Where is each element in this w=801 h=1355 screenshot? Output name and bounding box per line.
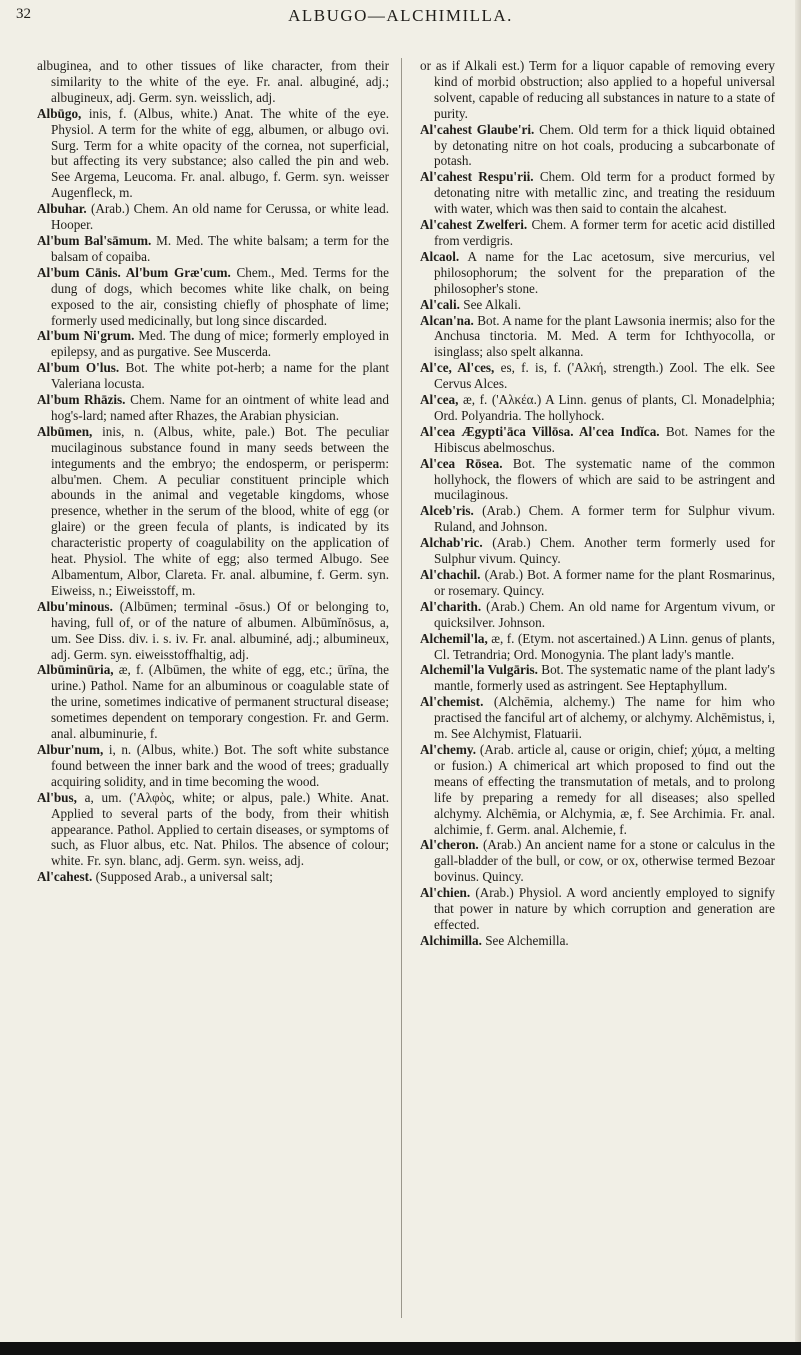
right-column	[420, 58, 775, 949]
dictionary-entry	[37, 58, 389, 106]
entry-definition: (Arab.) Chem. An old name for Argentum vivum, or quicksilver. Johnson.	[434, 598, 776, 630]
dictionary-entry	[37, 424, 389, 599]
entry-definition: Chem. Old term for a thick liquid obtained by detonating nitre on hot coals, producing a subcarbonate of potash.	[434, 121, 775, 169]
entry-headword: Al'cahest Zwelferi.	[420, 217, 528, 233]
dictionary-entry	[420, 535, 775, 567]
entry-definition: æ, f. (Albūmen, the white of egg, etc.; ūrīna, the urine.) Pathol. Name for an albuminous or coagulable state of the urine, sometimes indicative of permanent structural disease; sometimes dependent on temporary congestion. Fr. and Germ. anal. albuminurie, f.	[51, 662, 390, 742]
dictionary-entry	[37, 106, 389, 201]
dictionary-entry	[420, 503, 775, 535]
entry-headword: Al'cahest Glaube'ri.	[420, 121, 535, 137]
dictionary-entry	[420, 456, 775, 504]
entry-definition: (Arab.) An ancient name for a stone or calculus in the gall-bladder of the bull, or cow, or ox, otherwise termed Bezoar bovinus. Quincy.	[434, 837, 776, 885]
entry-headword: Alceb'ris.	[420, 503, 474, 519]
entry-definition: Bot. The white pot-herb; a name for the plant Valeriana locusta.	[51, 360, 390, 392]
dictionary-entry	[420, 360, 775, 392]
dictionary-entry	[37, 742, 389, 790]
dictionary-entry	[420, 217, 775, 249]
entry-headword: Al'bus,	[37, 789, 77, 805]
dictionary-entry	[37, 599, 389, 663]
entry-headword: Alcan'na.	[420, 312, 474, 328]
page-number: 32	[16, 6, 31, 22]
entry-definition: Bot. The systematic name of the common hollyhock, the flowers of which are said to be astringent and mucilaginous.	[434, 455, 775, 503]
entry-definition: (Arab.) Chem. A former term for Sulphur vivum. Ruland, and Johnson.	[434, 503, 776, 535]
entry-headword: Al'bum Cānis. Al'bum Græ'cum.	[37, 264, 231, 280]
entry-definition: (Alchēmia, alchemy.) The name for him who practised the fanciful art of alchemy, or alchymy. Alchēmistus, i, m. See Alchymist, Flatuarii.	[434, 694, 775, 742]
entry-headword: Al'cali.	[420, 296, 460, 312]
dictionary-entry	[420, 392, 775, 424]
entry-headword: Albuhar.	[37, 201, 87, 217]
page-edge	[795, 0, 801, 1355]
entry-headword: Al'bum Ni'grum.	[37, 328, 135, 344]
entry-headword: Al'chemist.	[420, 694, 484, 710]
dictionary-entry	[420, 313, 775, 361]
entry-definition: Bot. A name for the plant Lawsonia inermis; also for the Anchusa tinctoria. M. Med. A term for Ichthyocolla, or isinglass; also spelt alkanna.	[434, 312, 775, 360]
entry-definition: M. Med. The white balsam; a term for the balsam of copaiba.	[51, 232, 389, 264]
column-divider	[401, 58, 402, 1318]
dictionary-entry	[420, 631, 775, 663]
entry-definition: Bot. Names for the Hibiscus abelmoschus.	[434, 423, 775, 455]
entry-definition: a, um. ('Αλφὸς, white; or alpus, pale.) White. Anat. Applied to several parts of the body, from their whitish appearance. Pathol. Applied to certain diseases, or symptoms of such, as Fluor albus, etc. Nat. Philos. The absence of colour; white. Fr. syn. blanc, adj. Germ. syn. weiss, adj.	[51, 789, 389, 869]
entry-definition: Med. The dung of mice; formerly employed in epilepsy, and as purgative. See Muscerda.	[51, 328, 390, 360]
entry-definition: or as if Alkali est.) Term for a liquor capable of removing every kind of morbid obstruction; also applied to a hopeful universal solvent, capable of reducing all substances in nature to a state of purity.	[420, 58, 775, 121]
dictionary-entry	[420, 933, 775, 949]
entry-definition: inis, n. (Albus, white, pale.) Bot. The peculiar mucilaginous substance found in many seeds between the integuments and the embryo; the endosperm, or perisperm: albu'men. Chem. A peculiar constituent principle which abounds in the animal and vegetable kingdoms, whose presence, whether in the serum of the blood, white of egg (or glaire) or the green fecula of plants, is indicated by its characteristic property of coagulability on the application of heat. Physiol. The white of egg; also termed Albugo. See Albamentum, Albor, Clareta. Fr. anal. albumine, f. Germ. syn. Eiweiss, n.; Eiweisstoff, m.	[51, 423, 390, 598]
entry-headword: Al'bum Bal'sāmum.	[37, 232, 152, 248]
entry-headword: Al'cea Ægypti'āca Villōsa. Al'cea Indĭca.	[420, 423, 660, 439]
entry-definition: (Arab. article al, cause or origin, chief; χύμα, a melting or fusion.) A chimerical art which proposed to find out the means of effecting the transmutation of metals, and to prolong life by preparing a remedy for all diseases; also spelled alchymy. Alchēmia, or Alchymia, æ, f. See Archimia. Fr. anal. alchimie, f. Germ. anal. Alchemie, f.	[434, 741, 775, 837]
dictionary-entry	[420, 58, 775, 122]
entry-headword: Al'cea Rōsea.	[420, 455, 503, 471]
entry-definition: (Arab.) Bot. A former name for the plant Rosmarinus, or rosemary. Quincy.	[434, 567, 775, 598]
running-head: ALBUGO—ALCHIMILLA.	[288, 6, 513, 25]
entry-definition: (Arab.) Chem. An old name for Cerussa, or white lead. Hooper.	[51, 201, 390, 233]
entry-headword: Al'chemy.	[420, 741, 477, 757]
dictionary-entry	[420, 424, 775, 456]
entry-headword: Albur'num,	[37, 741, 104, 757]
entry-headword: Albūgo,	[37, 105, 82, 121]
entry-headword: Alcaol.	[420, 248, 460, 264]
dictionary-entry	[420, 567, 775, 599]
entry-definition: albuginea, and to other tissues of like character, from their similarity to the white of the eye. Fr. anal. albuginé, adj.; albugineux, adj. Germ. syn. weisslich, adj.	[37, 58, 389, 105]
dictionary-entry	[37, 201, 389, 233]
entry-headword: Al'cahest Respu'rii.	[420, 169, 534, 185]
entry-headword: Albūminūria,	[37, 662, 114, 678]
entry-headword: Albūmen,	[37, 423, 93, 439]
entry-headword: Al'chachil.	[420, 567, 481, 582]
entry-headword: Al'cea,	[420, 392, 459, 408]
dictionary-entry	[37, 790, 389, 870]
dictionary-entry	[420, 122, 775, 170]
entry-headword: Alchemil'la Vulgāris.	[420, 662, 538, 678]
entry-definition: i, n. (Albus, white.) Bot. The soft white substance found between the inner bark and the wood of trees; gradually acquiring solidity, and in time becoming the wood.	[51, 741, 390, 789]
entry-definition: (Supposed Arab., a universal salt;	[95, 869, 273, 885]
dictionary-entry	[420, 599, 775, 631]
page-header	[0, 6, 801, 32]
dictionary-entry	[37, 360, 389, 392]
entry-headword: Al'chien.	[420, 885, 471, 901]
dictionary-entry	[37, 869, 389, 885]
entry-headword: Alchemil'la,	[420, 630, 488, 646]
dictionary-entry	[37, 328, 389, 360]
dictionary-entry	[420, 885, 775, 933]
dictionary-entry	[420, 837, 775, 885]
entry-definition: Chem. Old term for a product formed by detonating nitre with metallic zinc, and treating the residuum with water, which was then said to contain the alcahest.	[434, 169, 776, 217]
dictionary-entry	[420, 249, 775, 297]
entry-definition: æ, f. ('Αλκέα.) A Linn. genus of plants, Cl. Monadelphia; Ord. Polyandria. The hollyhock.	[434, 392, 775, 423]
entry-headword: Al'bum O'lus.	[37, 360, 120, 376]
entry-definition: Bot. The systematic name of the plant lady's mantle, formerly used as astringent. See Heptaphyllum.	[434, 662, 775, 694]
entry-definition: inis, f. (Albus, white.) Anat. The white of the eye. Physiol. A term for the white of egg, albumen, or albugo ovi. Surg. Term for a white opacity of the cornea, not superficial, but affecting its very substance; also called the pin and web. See Argema, Leucoma. Fr. anal. albugo, f. Germ. syn. weisser Augenfleck, m.	[51, 105, 389, 201]
entry-definition: es, f. is, f. ('Αλκή, strength.) Zool. The elk. See Cervus Alces.	[434, 360, 775, 392]
dictionary-entry	[420, 742, 775, 837]
dictionary-entry	[420, 297, 775, 313]
entry-definition: See Alchemilla.	[485, 932, 569, 948]
entry-headword: Alchab'ric.	[420, 535, 483, 551]
entry-definition: A name for the Lac acetosum, sive mercurius, vel philosophorum; the solvent for the preparation of the philosopher's stone.	[434, 248, 775, 296]
entry-definition: Chem. A former term for acetic acid distilled from verdigris.	[434, 217, 776, 248]
entry-definition: (Arab.) Chem. Another term formerly used for Sulphur vivum. Quincy.	[434, 535, 776, 567]
entry-headword: Alchimilla.	[420, 932, 482, 948]
dictionary-entry	[420, 169, 775, 217]
entry-definition: æ, f. (Etym. not ascertained.) A Linn. genus of plants, Cl. Tetrandria; Ord. Monogynia. The plant lady's mantle.	[434, 630, 775, 662]
dictionary-entry	[37, 265, 389, 329]
entry-definition: (Albūmen; terminal -ōsus.) Of or belonging to, having, full of, or of the nature of albumen. Albūmĭnōsus, a, um. See Diss. div. i. s. iv. Fr. anal. albuminé, adj.; albumineux, adj. Germ. syn. eiweisstoffhaltig, adj.	[51, 598, 389, 662]
dictionary-entry	[37, 233, 389, 265]
entry-definition: Chem. Name for an ointment of white lead and hog's-lard; named after Rhazes, the Arabian physician.	[51, 392, 389, 423]
bottom-scan-bar	[0, 1342, 801, 1355]
dictionary-entry	[37, 662, 389, 742]
dictionary-entry	[420, 662, 775, 694]
dictionary-entry	[37, 392, 389, 424]
entry-definition: See Alkali.	[463, 296, 522, 312]
entry-headword: Al'charith.	[420, 598, 482, 614]
left-column	[37, 58, 389, 885]
entry-headword: Al'bum Rhāzis.	[37, 392, 126, 408]
entry-headword: Al'cheron.	[420, 837, 479, 853]
entry-headword: Albu'minous.	[37, 598, 113, 614]
entry-definition: Chem., Med. Terms for the dung of dogs, which becomes white like chalk, on being exposed to the air, consisting chiefly of phosphate of lime; formerly used medicinally, but long since discarded.	[51, 264, 389, 328]
entry-headword: Al'cahest.	[37, 869, 93, 885]
dictionary-entry	[420, 694, 775, 742]
entry-headword: Al'ce, Al'ces,	[420, 360, 495, 376]
entry-definition: (Arab.) Physiol. A word anciently employed to signify that power in nature by which corruption and generation are effected.	[434, 885, 775, 932]
